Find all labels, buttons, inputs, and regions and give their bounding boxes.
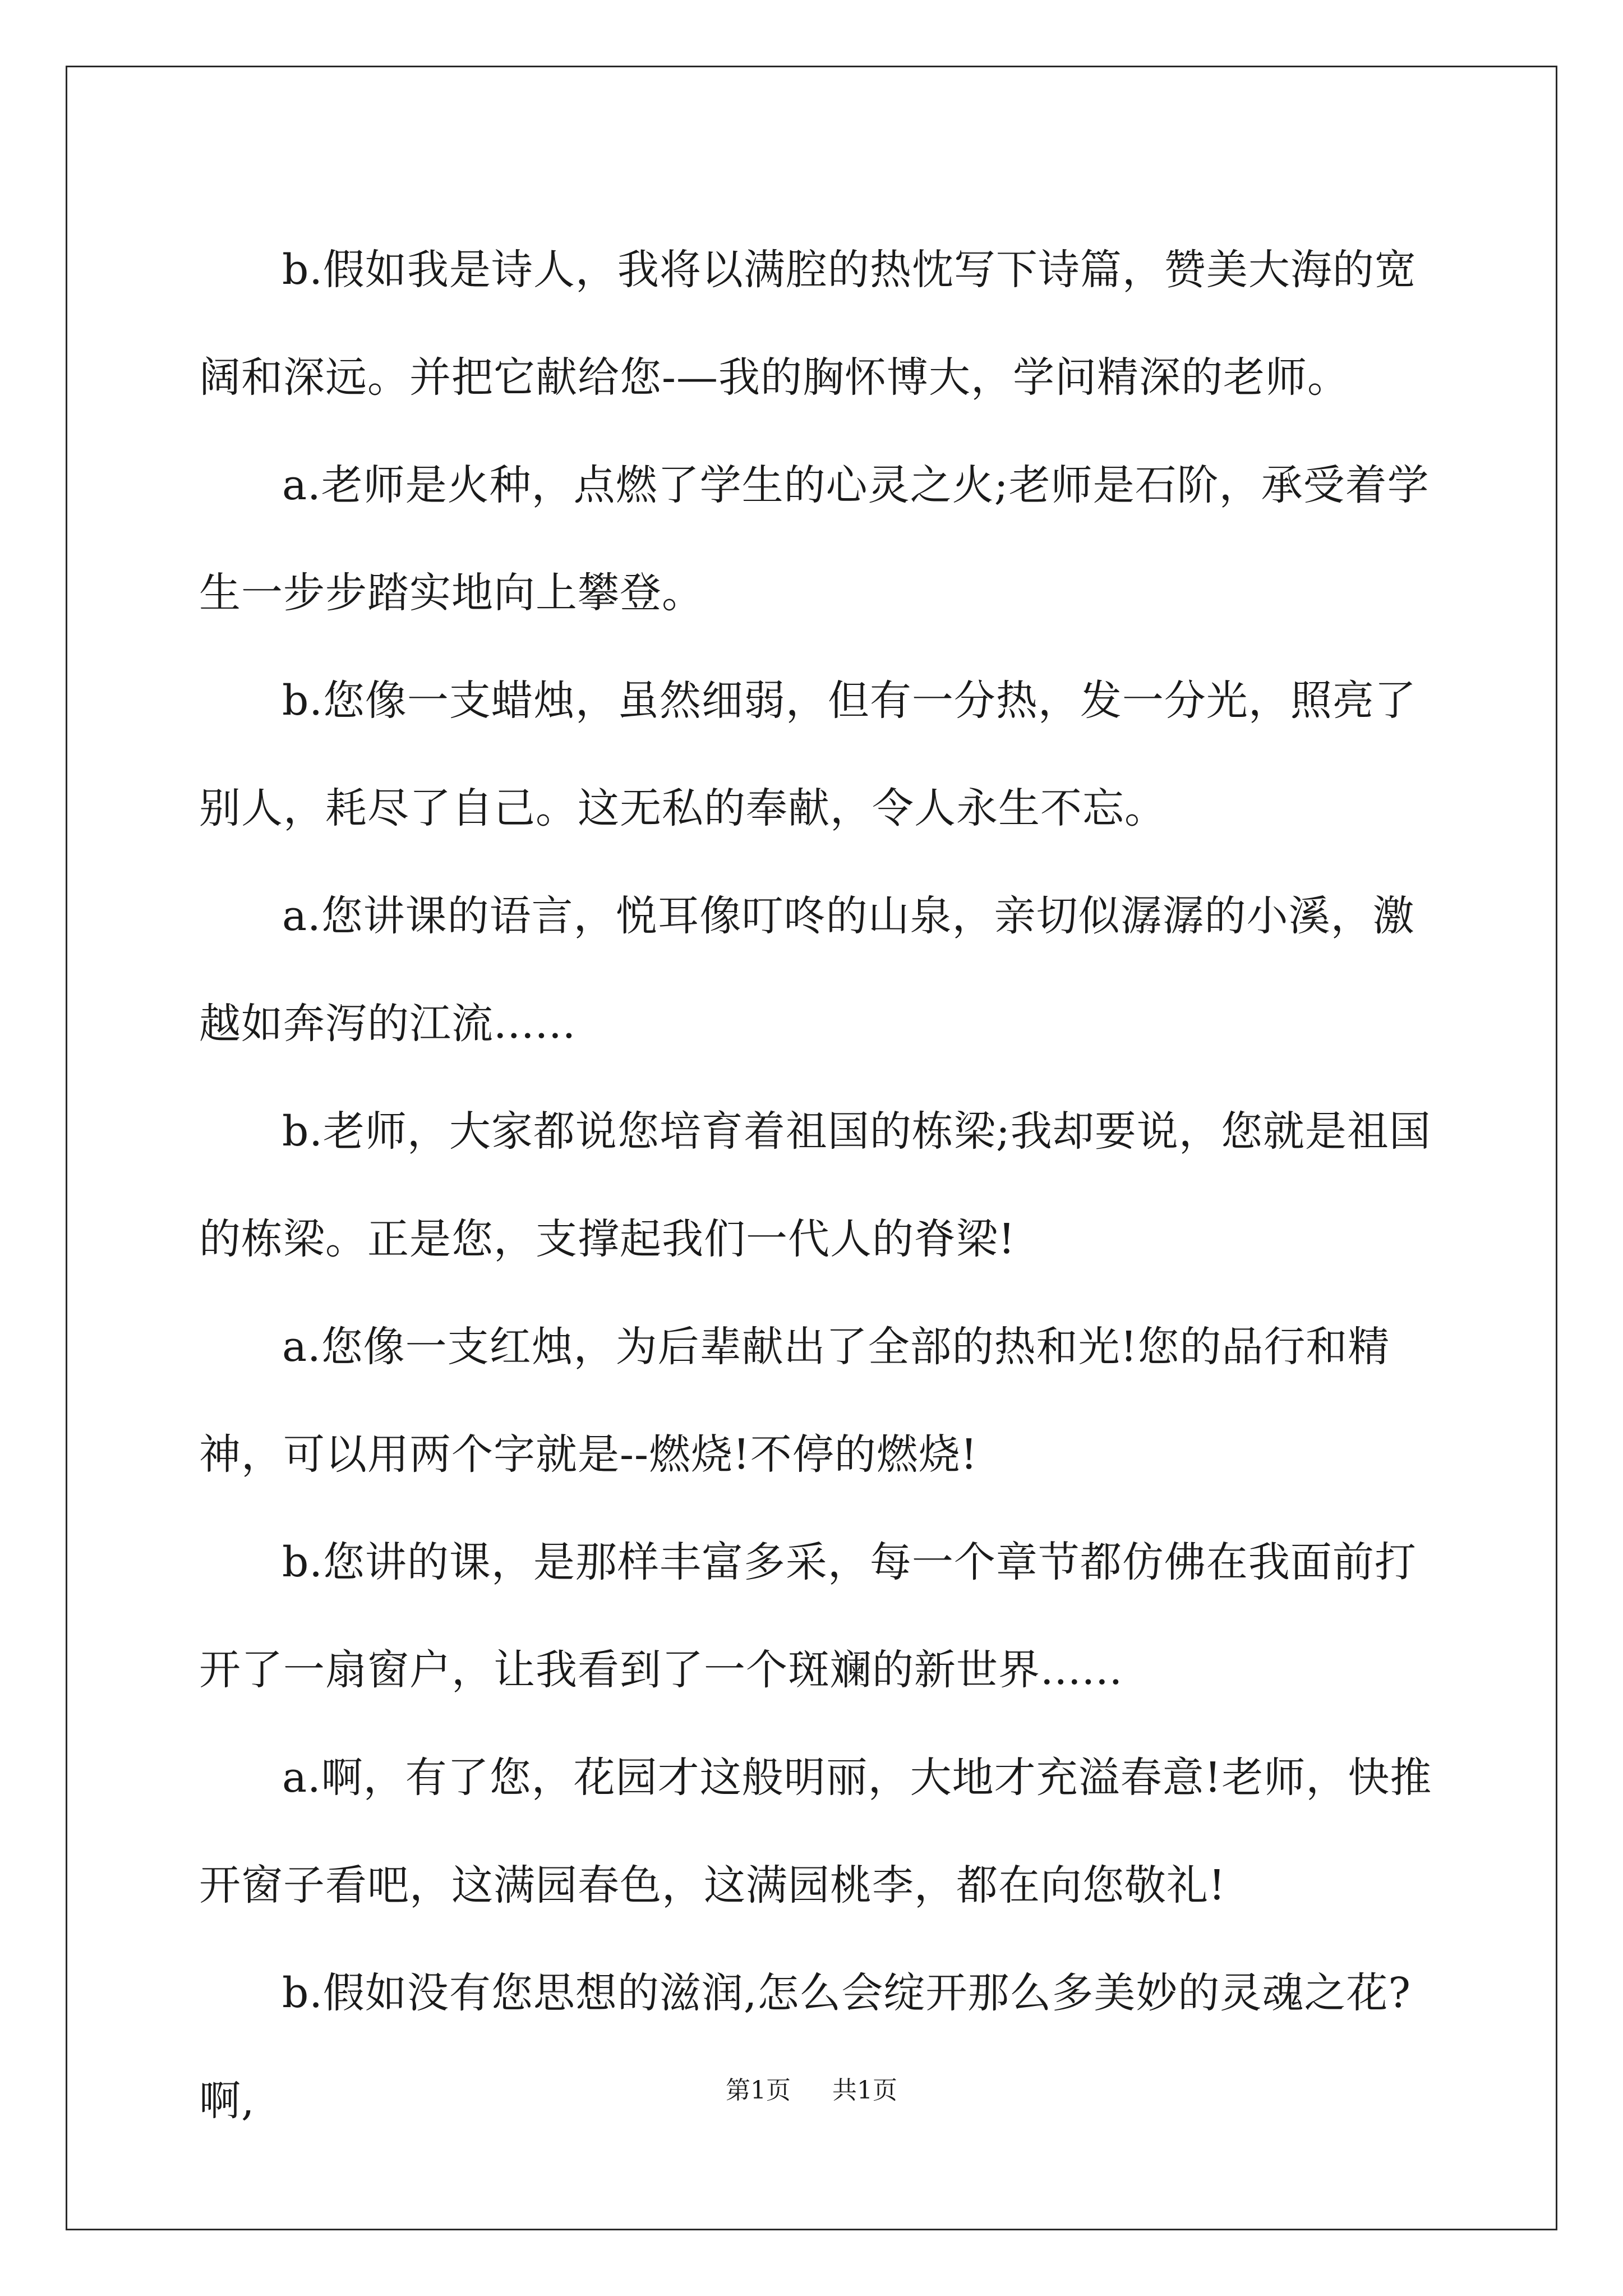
paragraph: b.假如没有您思想的滋润,怎么会绽开那么多美妙的灵魂之花?啊,: [199, 1969, 1412, 2125]
paragraph: b.假如我是诗人，我将以满腔的热忱写下诗篇，赞美大海的宽阔和深远。并把它献给您-—我的胸怀博大，学问精深的老师。: [199, 246, 1417, 402]
page-total: 共1页: [832, 2076, 897, 2105]
paragraph: b.您像一支蜡烛，虽然细弱，但有一分热，发一分光，照亮了别人，耗尽了自己。这无私的奉献，令人永生不忘。: [199, 677, 1417, 832]
page-number: 第1页: [726, 2076, 791, 2105]
paragraph: a.啊，有了您，花园才这般明丽，大地才充溢春意!老师，快推开窗子看吧，这满园春色，这满园桃李，都在向您敬礼!: [199, 1754, 1432, 1910]
paragraph: a.您讲课的语言，悦耳像叮咚的山泉，亲切似潺潺的小溪，激越如奔泻的江流......: [199, 892, 1415, 1048]
page-footer: [0, 2070, 1623, 2106]
paragraph: a.您像一支红烛，为后辈献出了全部的热和光!您的品行和精神，可以用两个字就是--燃烧!不停的燃烧!: [199, 1323, 1390, 1479]
document-body: [199, 216, 1433, 2155]
paragraph: b.您讲的课，是那样丰富多采，每一个章节都仿佛在我面前打开了一扇窗户，让我看到了一个斑斓的新世界......: [199, 1538, 1417, 1694]
paragraph: b.老师，大家都说您培育着祖国的栋梁;我却要说，您就是祖国的栋梁。正是您，支撑起我们一代人的脊梁!: [199, 1107, 1431, 1263]
paragraph: a.老师是火种，点燃了学生的心灵之火;老师是石阶，承受着学生一步步踏实地向上攀登。: [199, 461, 1430, 617]
